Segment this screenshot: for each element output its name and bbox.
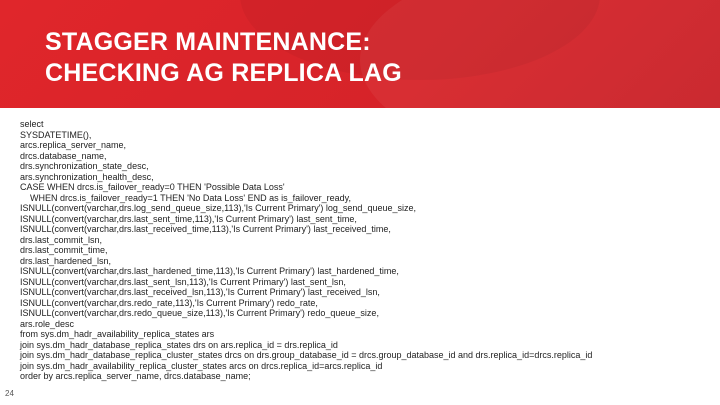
code-line: ISNULL(convert(varchar,drs.last_hardened_time,113),'Is Current Primary') last_hardened_time, — [20, 266, 399, 276]
code-line: from sys.dm_hadr_availability_replica_states ars — [20, 329, 215, 339]
code-line: ISNULL(convert(varchar,drs.redo_rate,113),'Is Current Primary') redo_rate, — [20, 297, 318, 308]
code-line: ISNULL(convert(varchar,drs.redo_queue_size,113),'Is Current Primary') redo_queue_size, — [20, 308, 379, 318]
code-line: ars.synchronization_health_desc, — [20, 171, 154, 182]
slide-title — [45, 27, 402, 89]
code-line: join sys.dm_hadr_database_replica_states drs on ars.replica_id = drs.replica_id — [20, 339, 338, 350]
slide-title-line-2: CHECKING AG REPLICA LAG — [45, 59, 402, 87]
code-line: drs.synchronization_state_desc, — [20, 161, 149, 171]
code-line: drs.last_commit_time, — [20, 245, 108, 255]
code-line: drs.last_commit_lsn, — [20, 234, 103, 245]
code-line: ISNULL(convert(varchar,drs.log_send_queue_size,113),'Is Current Primary') log_send_queue_size, — [20, 203, 416, 213]
code-line: WHEN drcs.is_failover_ready=1 THEN 'No Data Loss' END as is_failover_ready, — [20, 192, 351, 203]
sql-code-block — [20, 119, 710, 382]
code-line: join sys.dm_hadr_database_replica_cluster_states drcs on drs.group_database_id = drcs.group_database_id and drs.replica_id=drcs.replica_id — [20, 350, 593, 360]
code-line: SYSDATETIME(), — [20, 129, 92, 140]
code-line: CASE WHEN drcs.is_failover_ready=0 THEN 'Possible Data Loss' — [20, 182, 285, 192]
code-line: ars.role_desc — [20, 318, 75, 329]
title-banner — [0, 0, 720, 108]
code-line: drs.last_hardened_lsn, — [20, 255, 112, 266]
code-line: drcs.database_name, — [20, 150, 107, 161]
code-line: ISNULL(convert(varchar,drs.last_received_lsn,113),'Is Current Primary') last_received_lsn, — [20, 287, 380, 297]
code-line: ISNULL(convert(varchar,drs.last_received_time,113),'Is Current Primary') last_received_time, — [20, 224, 391, 234]
slide-number: 24 — [5, 389, 14, 398]
code-line: arcs.replica_server_name, — [20, 140, 127, 150]
code-line: ISNULL(convert(varchar,drs.last_sent_lsn,113),'Is Current Primary') last_sent_lsn, — [20, 276, 346, 287]
slide-title-line-1: STAGGER MAINTENANCE: — [45, 28, 371, 56]
code-line: ISNULL(convert(varchar,drs.last_sent_time,113),'Is Current Primary') last_sent_time, — [20, 213, 357, 224]
code-line: join sys.dm_hadr_availability_replica_cluster_states arcs on drcs.replica_id=arcs.replica_id — [20, 360, 383, 371]
code-line: select — [20, 119, 44, 129]
code-line: order by arcs.replica_server_name, drcs.database_name; — [20, 371, 251, 381]
